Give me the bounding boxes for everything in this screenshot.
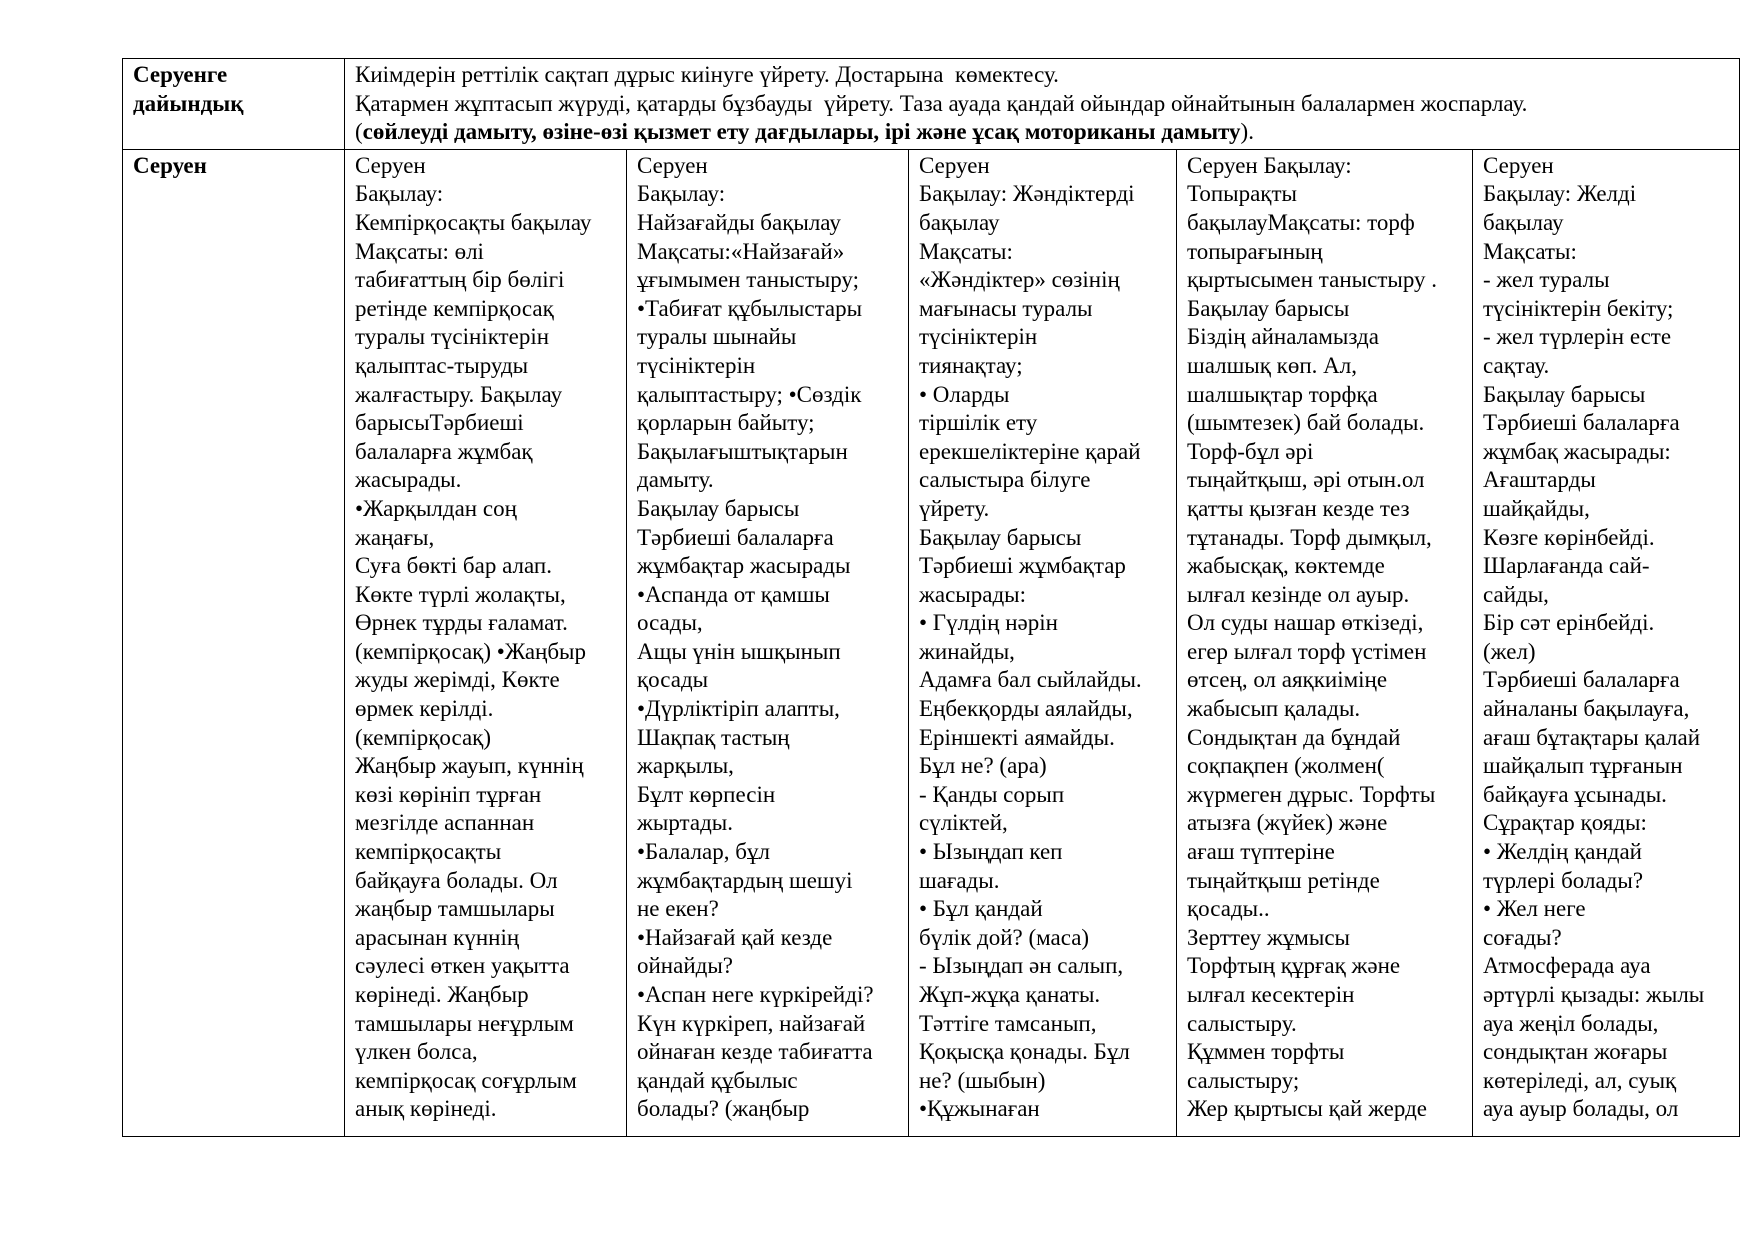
walk-day-4-soil: Серуен Бақылау: Топырақты бақылауМақсаты: торф топырағының қыртысымен таныстыру . Бақылау барысы Біздің айналамызда шалшық көп. Ал, шалшықтар торфқа (шымтезек) бай болады. Торф-бұл әрі тыңайтқыш, әрі отын.ол қатты қызған кезде тез тұтанады. Торф дымқыл, жабысқақ, көктемде ылғал кезінде ол ауыр. Ол суды нашар өткізеді, егер ылғал торф үстімен өтсең, ол аяқкиіміңе жабысып қалады. Сондықтан да бұндай соқпақпен (жолмен( жүрмеген дұрыс. Торфты атызға (жүйек) және ағаш түптеріне тыңайтқыш ретінде қосады.. Зерттеу жұмысы Торфтың құрғақ және ылғал кесектерін салыстыру. Құммен торфты салыстыру; Жер қыртысы қай жерде: [1177, 149, 1473, 1136]
preparation-line-1: Киімдерін реттілік сақтап дұрыс киінуге үйрету. Достарына көмектесу.: [355, 62, 1059, 87]
preparation-line-3: [355, 118, 1729, 147]
walk-day-5-wind: Серуен Бақылау: Желді бақылау Мақсаты: - жел туралы түсініктерін бекіту; - жел түрлерін есте сақтау. Бақылау барысы Тәрбиеші балаларға жұмбақ жасырады: Ағаштарды шайқайды, Көзге көрінбейді. Шарлағанда сай- сайды, Бір сәт ерінбейді. (жел) Тәрбиеші балаларға айналаны бақылауға, ағаш бұтақтары қалай шайқалып тұрғанын байқауға ұсынады. Сұрақтар қояды: • Желдің қандай түрлері болады? • Жел неге соғады? Атмосферада ауа әртүрлі қызады: жылы ауа жеңіл болады, сондықтан жоғары көтеріледі, ал, суық ауа ауыр болады, ол: [1473, 149, 1740, 1136]
walk-day-1-rainbow: Серуен Бақылау: Кемпірқосақты бақылау Мақсаты: өлі табиғаттың бір бөлігі ретінде кемпірқосақ туралы түсініктерін қалыптас-тыруды жалғастыру. Бақылау барысыТәрбиеші балаларға жұмбақ жасырады. •Жарқылдан соң жаңағы, Суға бөкті бар алап. Көкте түрлі жолақты, Өрнек тұрды ғаламат. (кемпірқосақ) •Жаңбыр жуды жерімді, Көкте өрмек керілді. (кемпірқосақ) Жаңбыр жауып, күннің көзі көрініп тұрған мезгілде аспаннан кемпірқосақты байқауға болады. Ол жаңбыр тамшылары арасынан күннің сәулесі өткен уақытта көрінеді. Жаңбыр тамшылары неғұрлым үлкен болса, кемпірқосақ соғұрлым анық көрінеді.: [345, 149, 627, 1136]
preparation-label: Серуенге дайындық: [123, 59, 345, 150]
skills-bold-text: сөйлеуді дамыту, өзіне-өзі қызмет ету дағдылары, ірі және ұсақ моториканы дамыту: [362, 119, 1241, 145]
preparation-content: [345, 59, 1740, 150]
walk-row: [123, 149, 1740, 1136]
preparation-row: [123, 59, 1740, 150]
walk-day-2-lightning: Серуен Бақылау: Найзағайды бақылау Мақсаты:«Найзағай» ұғымымен таныстыру; •Табиғат құбылыстары туралы шынайы түсініктерін қалыптастыру; •Сөздік қорларын байыту; Бақылағыштықтарын дамыту. Бақылау барысы Тәрбиеші балаларға жұмбақтар жасырады •Аспанда от қамшы осады, Ащы үнін ышқынып қосады •Дүрліктіріп алапты, Шақпақ тастың жарқылы, Бұлт көрпесін жыртады. •Балалар, бұл жұмбақтардың шешуі не екен? •Найзағай қай кезде ойнайды? •Аспан неге күркірейді? Күн күркіреп, найзағай ойнаған кезде табиғатта қандай құбылыс болады? (жаңбыр: [627, 149, 909, 1136]
walk-day-3-insects: Серуен Бақылау: Жәндіктерді бақылау Мақсаты: «Жәндіктер» сөзінің мағынасы туралы түсініктерін тиянақтау; • Оларды тіршілік ету ерекшеліктеріне қарай салыстыра білуге үйрету. Бақылау барысы Тәрбиеші жұмбақтар жасырады: • Гүлдің нәрін жинайды, Адамға бал сыйлайды. Еңбекқорды аялайды, Еріншекті аямайды. Бұл не? (ара) - Қанды сорып сүліктей, • Ызыңдап кеп шағады. • Бұл қандай бүлік дой? (маса) - Ызыңдап ән салып, Жұп-жұқа қанаты. Тәттіге тамсанып, Қоқысқа қонады. Бұл не? (шыбын) •Құжынаған: [909, 149, 1177, 1136]
walk-label: Серуен: [123, 149, 345, 1136]
preparation-line-2: Қатармен жұптасып жүруді, қатарды бұзбауды үйрету. Таза ауада қандай ойындар ойнайтынын балалармен жоспарлау.: [355, 90, 1528, 116]
close-paren: ).: [1240, 119, 1254, 145]
plan-table: [122, 58, 1740, 1137]
open-paren: (: [355, 119, 363, 145]
